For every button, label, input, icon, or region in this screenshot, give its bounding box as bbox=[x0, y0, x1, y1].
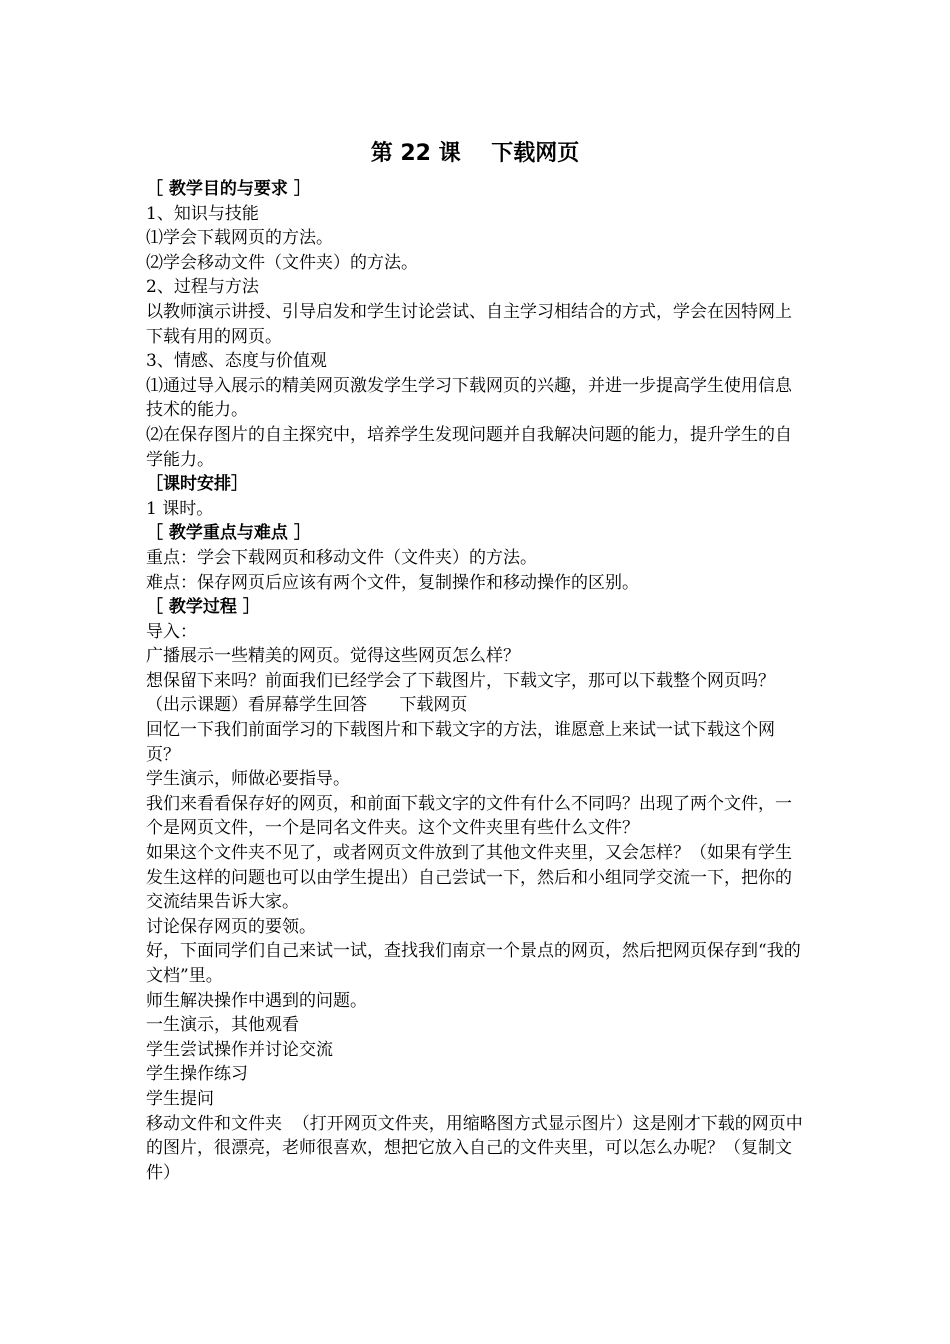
difficult-point: 难点：保存网页后应该有两个文件，复制操作和移动操作的区别。 bbox=[146, 572, 639, 593]
item3-heading: 3、情感、态度与价值观 bbox=[146, 351, 327, 372]
process-heading: ［ 教学过程 ］ bbox=[146, 597, 260, 618]
key-heading: ［ 教学重点与难点 ］ bbox=[146, 523, 311, 544]
process-line: 师生解决操作中遇到的问题。 bbox=[146, 990, 367, 1011]
process-line: 想保留下来吗？前面我们已经学会了下载图片，下载文字，那可以下载整个网页吗？（出示课题）看屏幕学生回答 下载网页 bbox=[146, 670, 775, 716]
process-line: 学生尝试操作并讨论交流 bbox=[146, 1039, 333, 1060]
item2-text: 以教师演示讲授、引导启发和学生讨论尝试、自主学习相结合的方式，学会在因特网上下载有用的网页。 bbox=[146, 301, 792, 347]
item1-heading: 1、知识与技能 bbox=[146, 203, 259, 224]
process-line: 如果这个文件夹不见了，或者网页文件放到了其他文件夹里，又会怎样？（如果有学生发生这样的问题也可以由学生提出）自己尝试一下，然后和小组同学交流一下，把你的交流结果告诉大家。 bbox=[146, 843, 792, 913]
process-line: 好，下面同学们自己来试一试，查找我们南京一个景点的网页，然后把网页保存到“我的文档”里。 bbox=[146, 941, 801, 986]
goals-heading: ［ 教学目的与要求 ］ bbox=[146, 179, 311, 199]
process-line: 广播展示一些精美的网页。觉得这些网页怎么样？ bbox=[146, 646, 520, 667]
schedule-heading: ［课时安排］ bbox=[146, 474, 248, 495]
process-line: 一生演示，其他观看 bbox=[146, 1015, 299, 1036]
lesson-body bbox=[146, 177, 806, 1185]
process-line: 导入： bbox=[146, 621, 197, 642]
item1-a: ⑴学会下载网页的方法。 bbox=[146, 228, 333, 249]
process-line: 讨论保存网页的要领。 bbox=[146, 916, 316, 937]
item3-b: ⑵在保存图片的自主探究中，培养学生发现问题并自我解决问题的能力，提升学生的自学能力。 bbox=[146, 424, 792, 470]
key-point: 重点：学会下载网页和移动文件（文件夹）的方法。 bbox=[146, 547, 537, 568]
item2-heading: 2、过程与方法 bbox=[146, 277, 259, 298]
item3-a: ⑴通过导入展示的精美网页激发学生学习下载网页的兴趣，并进一步提高学生使用信息技术的能力。 bbox=[146, 375, 792, 421]
process-line: 学生操作练习 bbox=[146, 1064, 248, 1085]
item1-b: ⑵学会移动文件（文件夹）的方法。 bbox=[146, 252, 418, 273]
schedule-text: 1 课时。 bbox=[146, 498, 214, 519]
process-line: 学生提问 bbox=[146, 1088, 214, 1109]
process-line: 我们来看看保存好的网页，和前面下载文字的文件有什么不同吗？出现了两个文件，一个是网页文件，一个是同名文件夹。这个文件夹里有些什么文件？ bbox=[146, 793, 792, 839]
process-line: 回忆一下我们前面学习的下载图片和下载文字的方法，谁愿意上来试一试下载这个网页？ bbox=[146, 720, 775, 765]
process-line: 学生演示，师做必要指导。 bbox=[146, 769, 350, 790]
lesson-title: 第 22 课 下载网页 bbox=[370, 141, 580, 166]
process-line: 移动文件和文件夹 （打开网页文件夹，用缩略图方式显示图片）这是刚才下载的网页中的图片，很漂亮，老师很喜欢，想把它放入自己的文件夹里，可以怎么办呢？（复制文件） bbox=[146, 1113, 803, 1183]
